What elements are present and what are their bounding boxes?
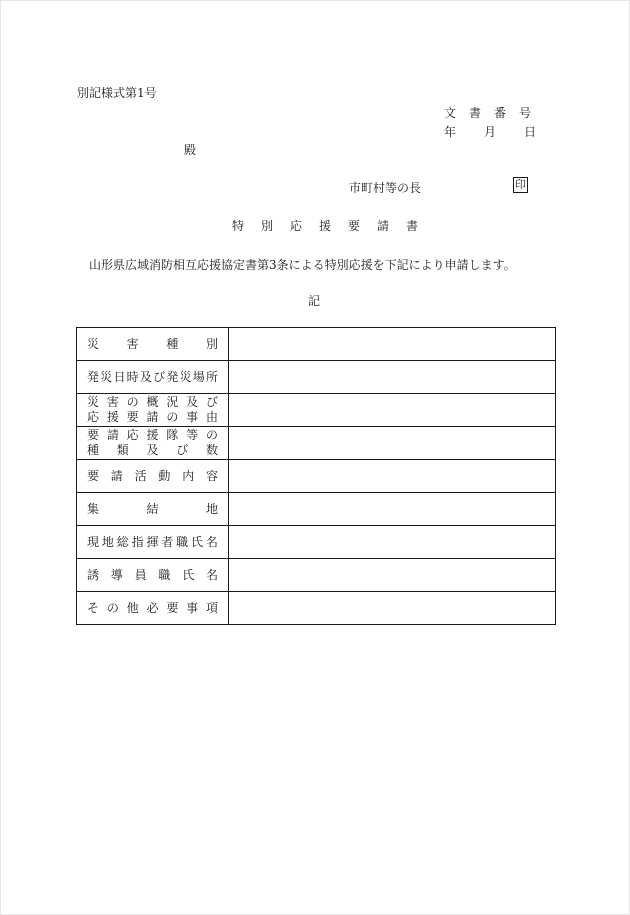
row-label-line: 現 地 総 指 揮 者 職 氏 名: [87, 534, 218, 549]
row-label-line: 応 援 要 請 の 事 由: [87, 410, 218, 424]
row-value-field[interactable]: [229, 328, 556, 361]
document-date-label: [444, 123, 536, 140]
request-statement: 山形県広域消防相互応援協定書第3条による特別応援を下記により申請します。: [89, 258, 516, 272]
table-row: [77, 592, 556, 625]
row-value-field[interactable]: [229, 460, 556, 493]
document-title: 特別応援要請書: [232, 219, 436, 233]
table-row: [77, 394, 556, 427]
table-row: [77, 526, 556, 559]
row-label-line: 種 類 及 び 数: [87, 443, 218, 457]
date-year: 年: [444, 125, 457, 139]
row-value-field[interactable]: [229, 559, 556, 592]
row-value-field[interactable]: [229, 493, 556, 526]
table-row: [77, 328, 556, 361]
row-label-line: 災 害 種 別: [87, 336, 218, 351]
table-row: [77, 493, 556, 526]
sender-title: 市町村等の長: [349, 181, 422, 195]
row-label: [77, 394, 229, 427]
row-label: [77, 559, 229, 592]
form-number: 別記様式第1号: [77, 86, 157, 100]
row-label-line: 災 害 の 概 況 及 び: [87, 395, 218, 409]
date-month: 月: [484, 125, 497, 139]
row-label: [77, 526, 229, 559]
row-label: [77, 493, 229, 526]
seal-stamp: 印: [515, 178, 526, 191]
date-day: 日: [524, 125, 537, 139]
row-label: [77, 328, 229, 361]
ki-heading: 記: [308, 294, 321, 308]
row-label-line: 誘 導 員 職 氏 名: [87, 567, 218, 582]
row-label: [77, 427, 229, 460]
row-label: [77, 460, 229, 493]
row-value-field[interactable]: [229, 592, 556, 625]
row-label-line: 要 請 活 動 内 容: [87, 468, 218, 483]
row-label-line: 発 災 日 時 及 び 発 災 場 所: [87, 369, 218, 384]
addressee: 殿: [184, 143, 197, 157]
row-label-line: そ の 他 必 要 事 項: [87, 600, 218, 615]
table-row: [77, 460, 556, 493]
row-label: [77, 592, 229, 625]
table-row: [77, 361, 556, 394]
row-label-line: 要 請 応 援 隊 等 の: [87, 428, 218, 442]
row-value-field[interactable]: [229, 526, 556, 559]
request-form-table: [76, 327, 556, 625]
table-row: [77, 559, 556, 592]
row-label: [77, 361, 229, 394]
row-value-field[interactable]: [229, 427, 556, 460]
row-value-field[interactable]: [229, 394, 556, 427]
row-value-field[interactable]: [229, 361, 556, 394]
table-row: [77, 427, 556, 460]
document-number-label: 文書番号: [444, 106, 545, 120]
row-label-line: 集 結 地: [87, 501, 218, 516]
